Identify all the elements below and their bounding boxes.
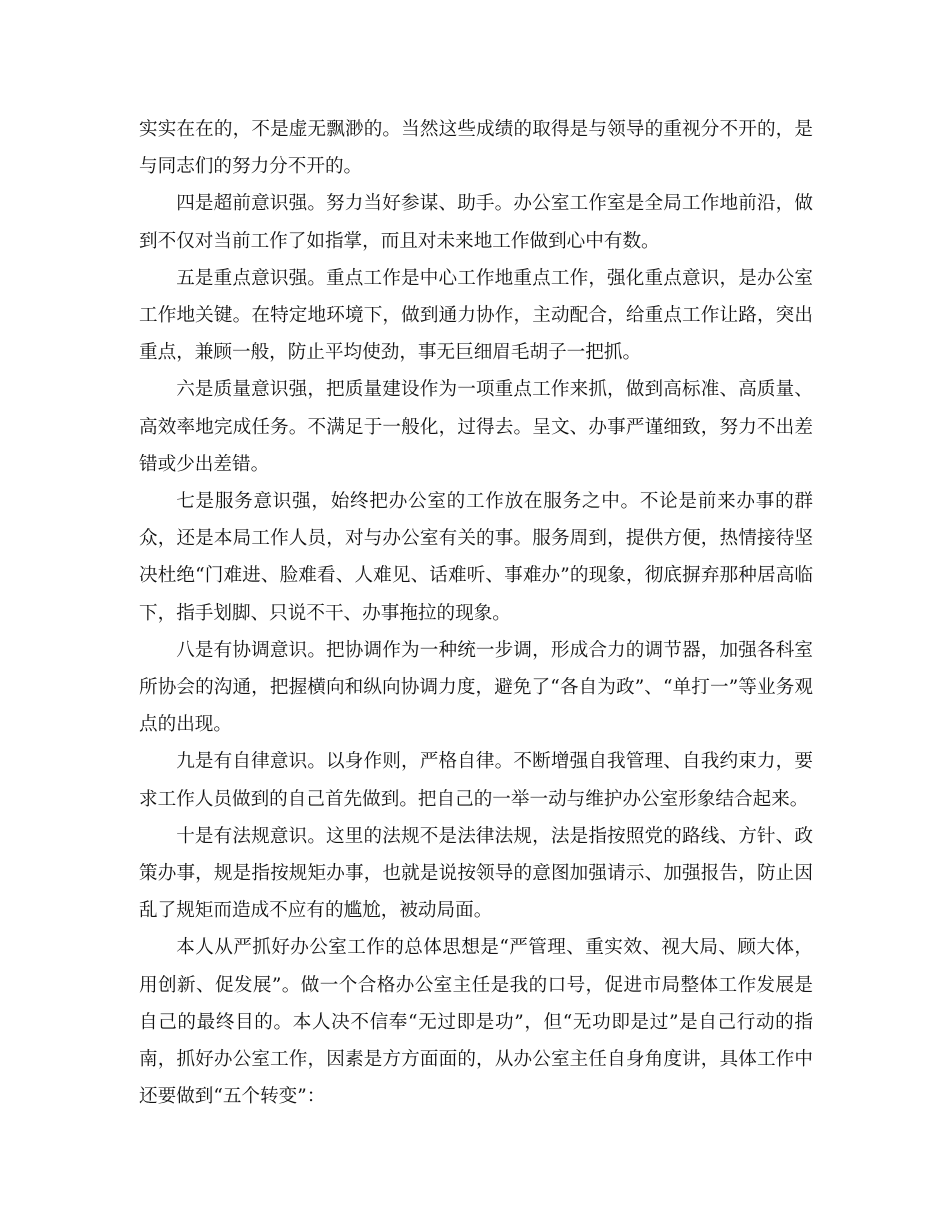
paragraph-7: 九是有自律意识。以身作则，严格自律。不断增强自我管理、自我约束力，要求工作人员做到的自己首先做到。把自己的一举一动与维护办公室形象结合起来。 <box>139 751 813 810</box>
paragraph-8: 十是有法规意识。这里的法规不是法律法规，法是指按照党的路线、方针、政策办事，规是指按规矩办事，也就是说按领导的意图加强请示、加强报告，防止因乱了规矩而造成不应有的尴尬，被动局面。 <box>139 825 813 922</box>
paragraph-4: 六是质量意识强，把质量建设作为一项重点工作来抓，做到高标准、高质量、高效率地完成任务。不满足于一般化，过得去。呈文、办事严谨细致，努力不出差错或少出差错。 <box>139 379 813 475</box>
paragraph-2: 四是超前意识强。努力当好参谋、助手。办公室工作室是全局工作地前沿，做到不仅对当前工作了如指掌，而且对未来地工作做到心中有数。 <box>139 193 813 252</box>
paragraph-6: 八是有协调意识。把协调作为一种统一步调，形成合力的调节器，加强各科室所协会的沟通，把握横向和纵向协调力度，避免了“各自为政”、“单打一”等业务观点的出现。 <box>139 639 813 736</box>
paragraph-9: 本人从严抓好办公室工作的总体思想是“严管理、重实效、视大局、顾大体，用创新、促发展”。做一个合格办公室主任是我的口号，促进市局整体工作发展是自己的最终目的。本人决不信奉“无过即是功”，但“无功即是过”是自己行动的指南，抓好办公室工作，因素是方方面面的，从办公室主任自身角度讲，具体工作中还要做到“五个转变”： <box>139 937 813 1108</box>
paragraph-3: 五是重点意识强。重点工作是中心工作地重点工作，强化重点意识，是办公室工作地关键。在特定地环境下，做到通力协作，主动配合，给重点工作让路，突出重点，兼顾一般，防止平均使劲，事无巨细眉毛胡子一把抓。 <box>139 267 813 364</box>
paragraph-5: 七是服务意识强，始终把办公室的工作放在服务之中。不论是前来办事的群众，还是本局工作人员，对与办公室有关的事。服务周到，提供方便，热情接待坚决杜绝“门难进、脸难看、人难见、话难听、事难办”的现象，彻底摒弃那种居高临下，指手划脚、只说不干、办事拖拉的现象。 <box>139 491 813 624</box>
paragraph-1: 实实在在的，不是虚无飘渺的。当然这些成绩的取得是与领导的重视分不开的，是与同志们的努力分不开的。 <box>139 119 813 178</box>
document-body <box>139 111 813 1115</box>
